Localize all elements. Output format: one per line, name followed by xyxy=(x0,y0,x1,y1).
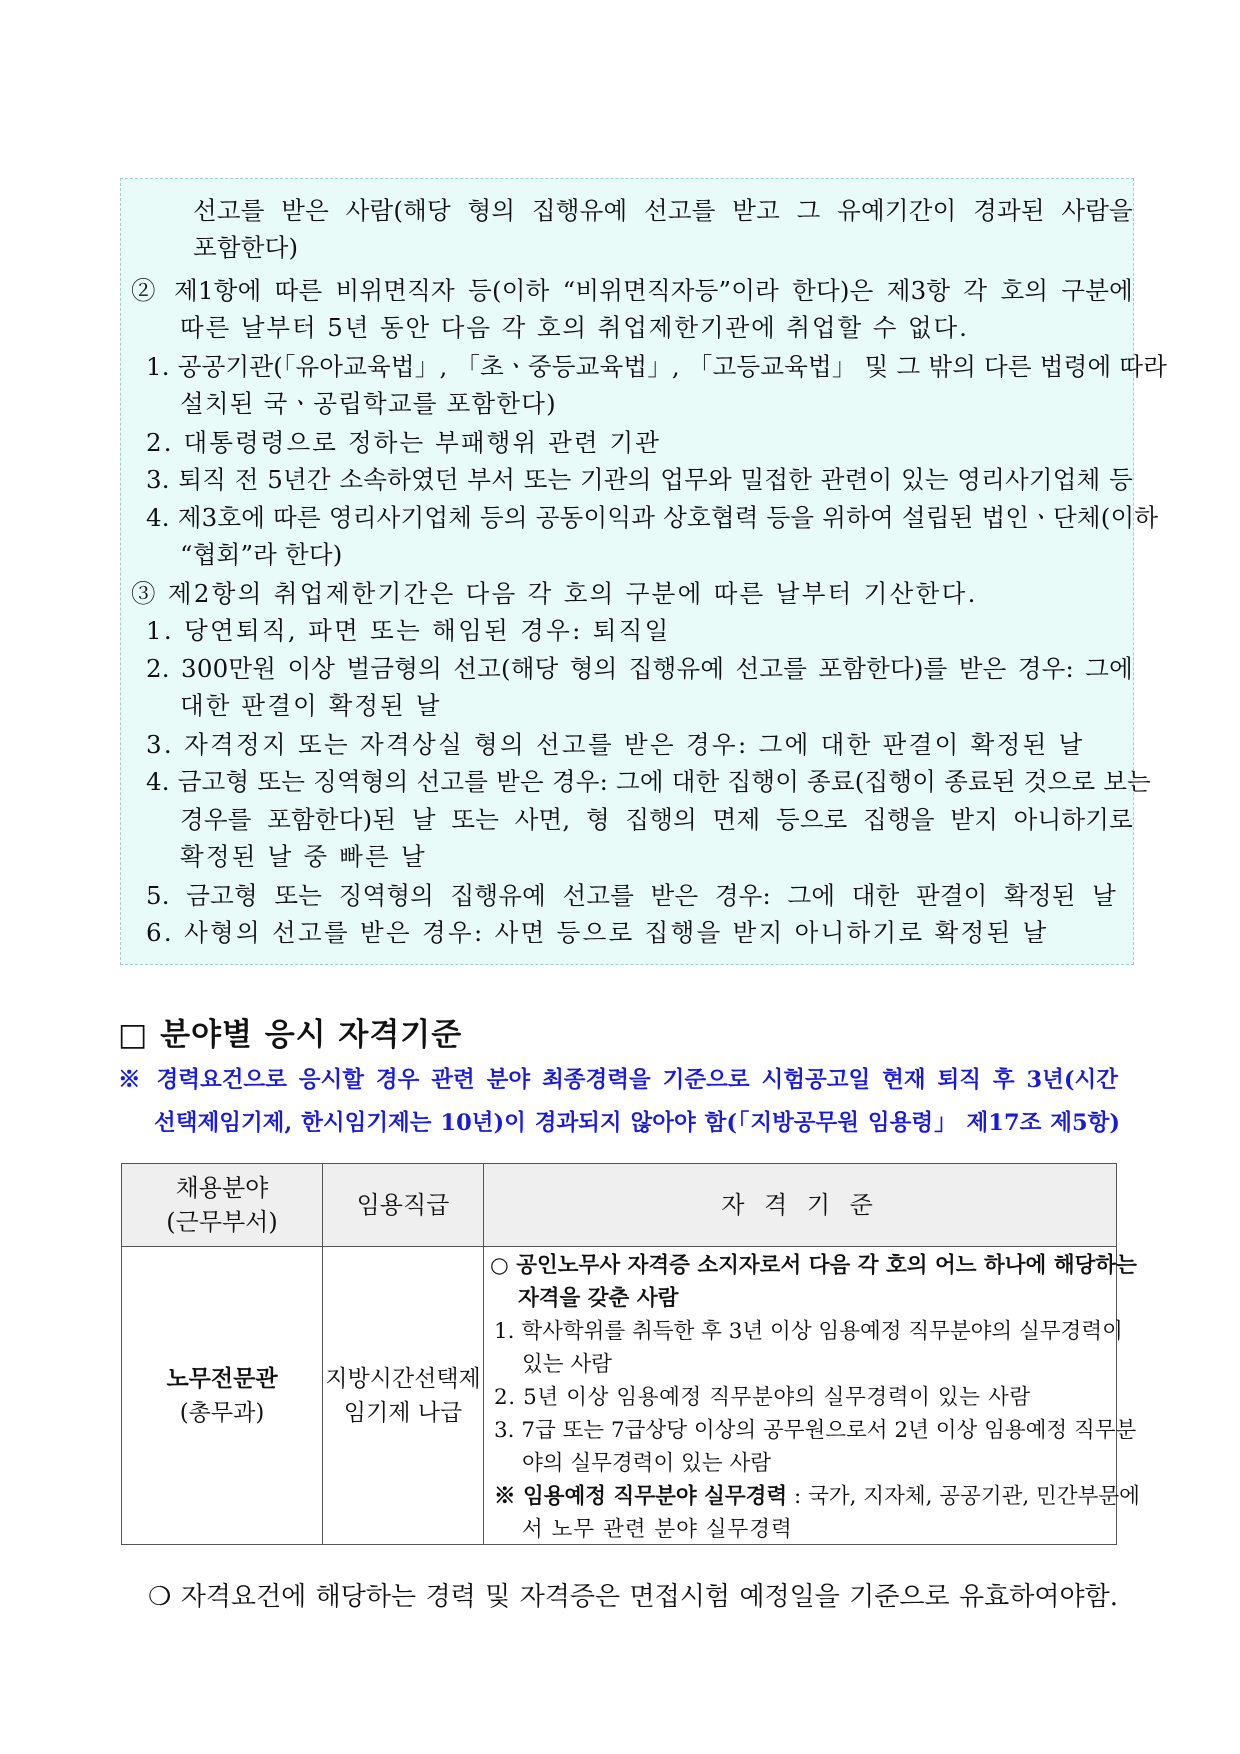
criteria-item-3-cont: 야의 실무경력이 있는 사람 xyxy=(522,1451,771,1476)
header-field xyxy=(122,1164,323,1247)
grade-cell xyxy=(323,1247,484,1545)
field-name: 노무전문관 xyxy=(166,1364,278,1392)
criteria-note-label: ※ 임용예정 직무분야 실무경력 xyxy=(494,1484,788,1509)
criteria-intro: ○ 공인노무사 자격증 소지자로서 다음 각 호의 어느 하나에 해당하는 xyxy=(490,1253,1137,1278)
validity-note: ❍ 자격요건에 해당하는 경력 및 자격증은 면접시험 예정일을 기준으로 유효하여야함. xyxy=(148,1582,1118,1612)
law-line: 1. 공공기관(「유아교육법」, 「초ㆍ중등교육법」, 「고등교육법」 및 그 밖의 다른 법령에 따라 xyxy=(146,352,1168,381)
criteria-note-cont: 서 노무 관련 분야 실무경력 xyxy=(522,1517,793,1542)
grade-line1: 지방시간선택제 xyxy=(325,1365,481,1392)
criteria-note xyxy=(494,1480,1140,1513)
law-line: 선고를 받은 사람(해당 형의 집행유예 선고를 받고 그 유예기간이 경과된 사람을 xyxy=(193,196,1133,225)
section-title: □ 분야별 응시 자격기준 xyxy=(118,1017,463,1053)
career-note-line1: ※ 경력요건으로 응시할 경우 관련 분야 최종경력을 기준으로 시험공고일 현재 퇴직 후 3년(시간 xyxy=(118,1067,1118,1093)
law-line: 대한 판결이 확정된 날 xyxy=(180,691,442,720)
law-line: 경우를 포함한다)된 날 또는 사면, 형 집행의 면제 등으로 집행을 받지 아니하기로 xyxy=(180,805,1133,834)
law-line: ③ 제2항의 취업제한기간은 다음 각 호의 구분에 따른 날부터 기산한다. xyxy=(131,579,978,608)
criteria-item-1: 1. 학사학위를 취득한 후 3년 이상 임용예정 직무분야의 실무경력이 xyxy=(494,1319,1123,1344)
table-header-row xyxy=(122,1164,1117,1247)
law-line: 6. 사형의 선고를 받은 경우: 사면 등으로 집행을 받지 아니하기로 확정된 날 xyxy=(146,918,1049,947)
law-line: “협회”라 한다) xyxy=(180,540,343,569)
qualification-table xyxy=(121,1163,1140,1545)
criteria-intro-cont: 자격을 갖춘 사람 xyxy=(518,1286,679,1311)
criteria-item-2: 2. 5년 이상 임용예정 직무분야의 실무경력이 있는 사람 xyxy=(494,1385,1031,1410)
table-row xyxy=(122,1247,1117,1545)
law-line: 확정된 날 중 빠른 날 xyxy=(180,842,427,871)
header-field-line1: 채용분야 xyxy=(175,1174,269,1202)
header-grade: 임용직급 xyxy=(323,1164,484,1247)
career-note-line2: 선택제임기제, 한시임기제는 10년)이 경과되지 않아야 함(「지방공무원 임용령」 제17조 제5항) xyxy=(154,1110,1120,1136)
law-line: 5. 금고형 또는 징역형의 집행유예 선고를 받은 경우: 그에 대한 판결이 확정된 날 xyxy=(146,881,1116,910)
law-line: 설치된 국ㆍ공립학교를 포함한다) xyxy=(180,389,557,418)
law-line: 1. 당연퇴직, 파면 또는 해임된 경우: 퇴직일 xyxy=(146,616,671,645)
law-line: 따른 날부터 5년 동안 다음 각 호의 취업제한기관에 취업할 수 없다. xyxy=(180,313,969,342)
field-cell xyxy=(122,1247,323,1545)
header-criteria: 자 격 기 준 xyxy=(484,1164,1117,1247)
field-dept: (총무과) xyxy=(179,1399,265,1426)
law-line: 3. 자격정지 또는 자격상실 형의 선고를 받은 경우: 그에 대한 판결이 확정된 날 xyxy=(146,730,1085,759)
grade-line2: 임기제 나급 xyxy=(343,1399,463,1426)
law-line: 포함한다) xyxy=(193,233,299,262)
law-line: 4. 금고형 또는 징역형의 선고를 받은 경우: 그에 대한 집행이 종료(집행이 종료된 것으로 보는 xyxy=(146,767,1152,796)
criteria-cell xyxy=(484,1247,1140,1545)
law-line: 2. 대통령령으로 정하는 부패행위 관련 기관 xyxy=(146,428,662,457)
law-line: ② 제1항에 따른 비위면직자 등(이하 “비위면직자등”이라 한다)은 제3항 각 호의 구분에 xyxy=(131,276,1133,305)
criteria-item-3: 3. 7급 또는 7급상당 이상의 공무원으로서 2년 이상 임용예정 직무분 xyxy=(494,1418,1137,1443)
criteria-note-text: : 국가, 지자체, 공공기관, 민간부문에 xyxy=(787,1484,1140,1509)
header-field-line2: (근무부서) xyxy=(166,1208,278,1236)
criteria-item-1-cont: 있는 사람 xyxy=(522,1352,612,1377)
law-line: 3. 퇴직 전 5년간 소속하였던 부서 또는 기관의 업무와 밀접한 관련이 있는 영리사기업체 등 xyxy=(146,465,1133,494)
law-line: 2. 300만원 이상 벌금형의 선고(해당 형의 집행유예 선고를 포함한다)를 받은 경우: 그에 xyxy=(146,654,1133,683)
law-line: 4. 제3호에 따른 영리사기업체 등의 공동이익과 상호협력 등을 위하여 설립된 법인ㆍ단체(이하 xyxy=(146,503,1159,532)
